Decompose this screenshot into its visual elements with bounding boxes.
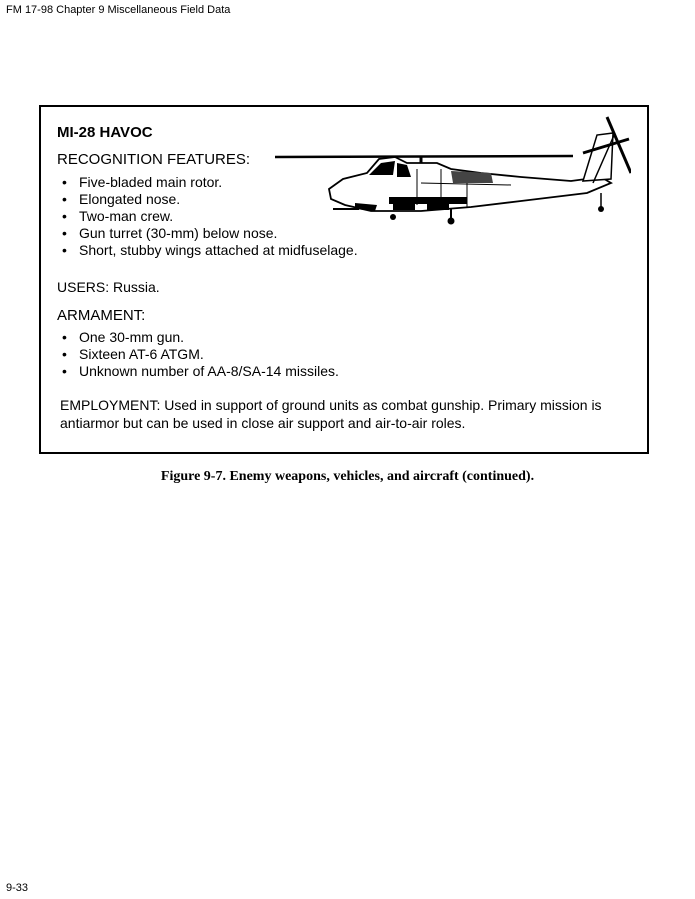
list-item: • Sixteen AT-6 ATGM. — [62, 346, 204, 362]
page-number: 9-33 — [6, 882, 29, 894]
list-item: • Five-bladed main rotor. — [62, 174, 223, 190]
figure-title: MI-28 HAVOC — [57, 124, 153, 141]
figure-caption: Figure 9-7. Enemy weapons, vehicles, and aircraft (continued). — [160, 469, 535, 484]
employment-text: EMPLOYMENT: Used in support of ground units as combat gunship. Primary mission is antiarmor but can be used in close air support and air-to-air roles. — [60, 397, 602, 431]
figure-box — [39, 105, 649, 454]
list-item: • Two-man crew. — [62, 208, 174, 224]
list-item: • One 30-mm gun. — [62, 329, 185, 345]
helicopter-illustration-icon — [271, 113, 631, 225]
list-item: • Short, stubby wings attached at midfuselage. — [62, 242, 358, 258]
bullet-icon: • — [62, 363, 67, 379]
recognition-heading: RECOGNITION FEATURES: — [57, 151, 251, 168]
bullet-icon: • — [62, 346, 67, 362]
list-item: • Unknown number of AA-8/SA-14 missiles. — [62, 363, 339, 379]
list-item: • Gun turret (30-mm) below nose. — [62, 225, 278, 241]
bullet-icon: • — [62, 225, 67, 241]
bullet-icon: • — [62, 191, 67, 207]
bullet-icon: • — [62, 208, 67, 224]
page-header: FM 17-98 Chapter 9 Miscellaneous Field Data — [6, 4, 231, 16]
users-line: USERS: Russia. — [57, 279, 160, 295]
bullet-icon: • — [62, 174, 67, 190]
bullet-icon: • — [62, 329, 67, 345]
list-item: • Elongated nose. — [62, 191, 181, 207]
bullet-icon: • — [62, 242, 67, 258]
armament-list — [59, 329, 339, 380]
armament-heading: ARMAMENT: — [57, 307, 146, 324]
